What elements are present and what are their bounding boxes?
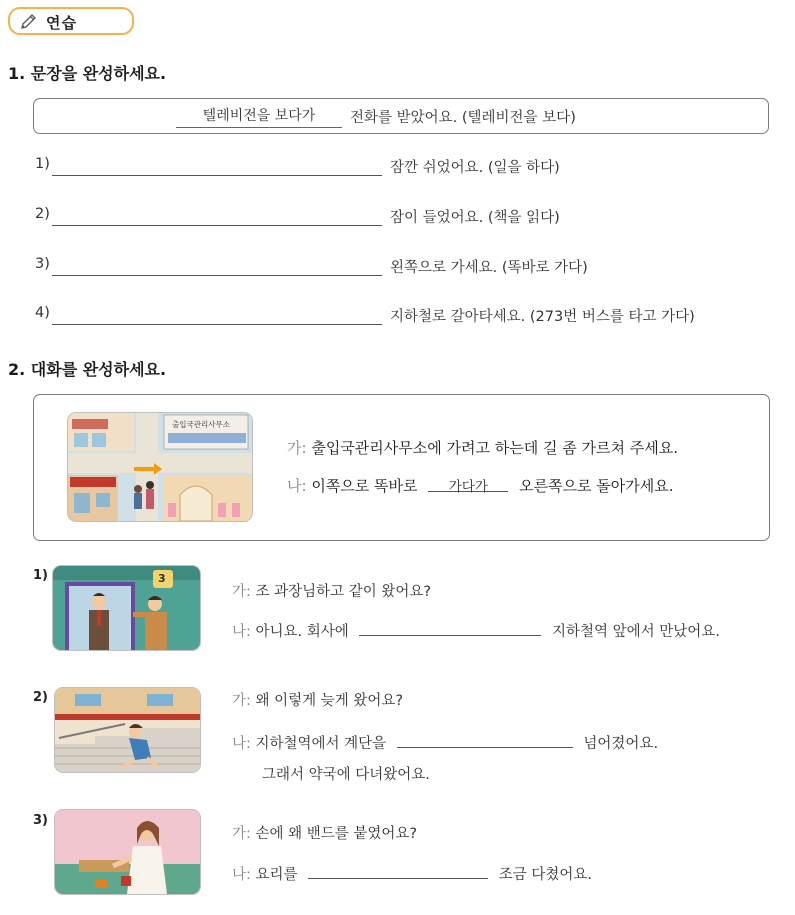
answer-blank[interactable] <box>359 619 541 636</box>
dialog-text: 넘어졌어요. <box>583 736 659 752</box>
subway-stairs-illustration <box>55 688 200 772</box>
street-map-illustration <box>68 413 252 521</box>
example-answer: 가다가 <box>428 475 508 492</box>
answer-blank[interactable] <box>52 225 382 226</box>
dialog-line <box>232 689 403 710</box>
dialog-line <box>232 862 592 884</box>
badge-label: 연습 <box>46 14 77 32</box>
floor-number: 3 <box>158 572 166 585</box>
dialog-text: 이쪽으로 똑바로 <box>311 477 418 495</box>
example-dialog-line-2 <box>287 475 674 496</box>
answer-blank[interactable] <box>397 731 573 748</box>
item-number: 2) <box>35 206 50 222</box>
pencil-icon <box>18 12 38 32</box>
item-text: 잠깐 쉬었어요. (일을 하다) <box>390 160 560 176</box>
item-number: 1) <box>33 568 48 583</box>
office-elevator-illustration <box>53 566 200 650</box>
speaker-label: 가: <box>232 693 251 709</box>
speaker-label: 가: <box>287 439 307 457</box>
speaker-label: 나: <box>287 477 307 495</box>
speaker-label: 나: <box>232 867 251 883</box>
dialog-text: 왜 이렇게 늦게 왔어요? <box>255 693 404 709</box>
section1-title: 1. 문장을 완성하세요. <box>8 64 167 83</box>
cooking-illustration <box>55 810 200 894</box>
dialog-line <box>232 822 417 843</box>
item-number: 4) <box>35 305 50 321</box>
dialog-text: 출입국관리사무소에 가려고 하는데 길 좀 가르쳐 주세요. <box>311 439 678 457</box>
speaker-label: 가: <box>232 826 251 842</box>
practice-badge <box>8 7 134 35</box>
item-number: 1) <box>35 156 50 172</box>
item-text: 지하철로 갈아타세요. (273번 버스를 타고 가다) <box>390 309 695 325</box>
example-text: 전화를 받았어요. (텔레비전을 보다) <box>350 110 576 126</box>
dialog-line <box>232 619 720 641</box>
example-answer: 텔레비전을 보다가 <box>176 105 342 128</box>
answer-blank[interactable] <box>52 175 382 176</box>
speaker-label: 가: <box>232 584 251 600</box>
dialog-line <box>232 731 658 753</box>
dialog-line <box>232 580 431 601</box>
dialog-continuation: 그래서 약국에 다녀왔어요. <box>262 767 430 783</box>
speaker-label: 나: <box>232 736 251 752</box>
example-dialog-line-1 <box>287 437 678 458</box>
dialog-text: 아니요. 회사에 <box>255 624 349 640</box>
dialog-text: 조금 다쳤어요. <box>498 867 593 883</box>
item-text: 왼쪽으로 가세요. (똑바로 가다) <box>390 260 588 276</box>
office-sign: 출입국관리사무소 <box>172 420 230 429</box>
dialog-text: 지하철역 앞에서 만났어요. <box>552 624 720 640</box>
section2-title: 2. 대화를 완성하세요. <box>8 360 167 379</box>
item-number: 3) <box>35 256 50 272</box>
item-text: 잠이 들었어요. (책을 읽다) <box>390 210 560 226</box>
answer-blank[interactable] <box>52 324 382 325</box>
dialog-text: 요리를 <box>255 867 298 883</box>
item-number: 2) <box>33 690 48 705</box>
dialog-text: 손에 왜 밴드를 붙였어요? <box>255 826 418 842</box>
answer-blank[interactable] <box>52 275 382 276</box>
dialog-text: 조 과장님하고 같이 왔어요? <box>255 584 432 600</box>
section1-example-box <box>33 98 769 134</box>
answer-blank[interactable] <box>308 862 488 879</box>
speaker-label: 나: <box>232 624 251 640</box>
dialog-text: 지하철역에서 계단을 <box>255 736 387 752</box>
item-number: 3) <box>33 813 48 828</box>
dialog-text: 오른쪽으로 돌아가세요. <box>519 477 674 495</box>
